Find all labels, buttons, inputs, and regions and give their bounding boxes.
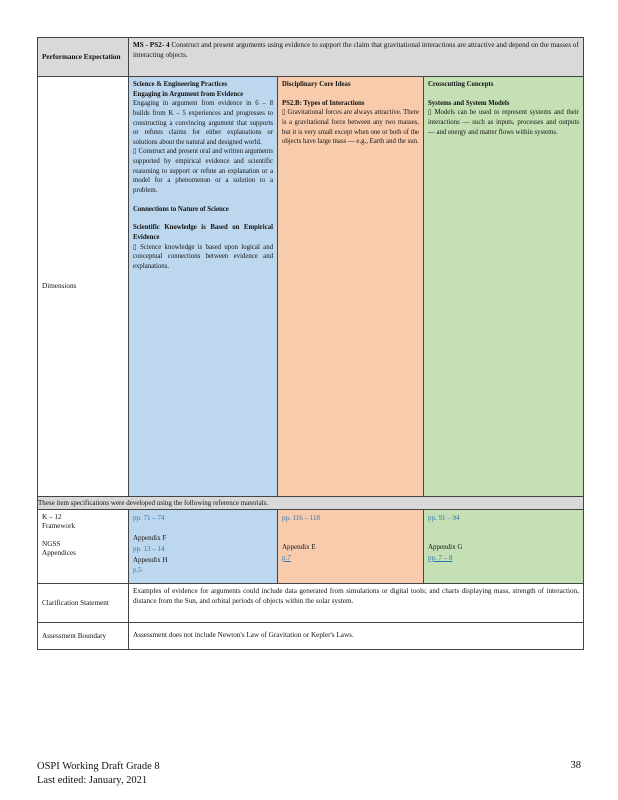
dci-framework-pages: pp. 116 – 118 <box>282 514 320 522</box>
clarification-row <box>38 584 583 623</box>
dimensions-label: Dimensions <box>38 77 129 496</box>
sep-body: Engaging in argument from evidence in 6 – 8 builds from K – 5 experiences and progresses to constructing a convincing argument that supports or refutes claims for either explanations or solutions about the natural and designed world. <box>133 100 273 146</box>
sep-column <box>129 77 278 496</box>
framework-label: K – 12 Framework <box>42 513 76 530</box>
assessment-row <box>38 623 583 649</box>
sep-references <box>129 510 278 583</box>
sep-appendix-h: Appendix H <box>133 555 168 564</box>
sep-bullet: ▯ Construct and present oral and written arguments supported by empirical evidence and scientific reasoning to support or refute an explanation or a model for a phenomenon or a solution to a problem. <box>133 148 273 195</box>
dci-column <box>278 77 424 496</box>
sep-title: Science & Engineering Practices <box>133 81 228 88</box>
assessment-text: Assessment does not include Newton's Law of Gravitation or Kepler's Laws. <box>133 631 354 640</box>
pe-text: Construct and present arguments using evidence to support the claim that gravitational interactions are attractive and depend on the masses of interacting objects. <box>133 41 579 59</box>
footer <box>37 760 160 787</box>
clarification-text: Examples of evidence for arguments could include data generated from simulations or digital tools; and charts displaying mass, strength of interaction, distance from the Sun, and orbital periods of objects within the solar system. <box>133 587 579 605</box>
spec-table <box>37 37 584 650</box>
sep-framework-pages: pp. 71 – 74 <box>133 514 165 522</box>
cc-appendix-g-pages: pp. 7 – 8 <box>428 553 453 562</box>
sep-appendix-f: Appendix F <box>133 533 167 542</box>
sep-subtitle: Engaging in Argument from Evidence <box>133 90 244 98</box>
performance-expectation-label: Performance Expectation <box>38 38 129 76</box>
dci-title: Disciplinary Core Ideas <box>282 81 351 88</box>
cc-bullet: ▯ Models can be used to represent systems and their interactions — such as inputs, processes and outputs — and energy and matter flows within systems. <box>428 109 579 136</box>
cc-title: Crosscutting Concepts <box>428 81 494 88</box>
cc-framework-pages: pp. 91 – 94 <box>428 514 460 522</box>
dci-appendix-e-pages: p.7 <box>282 553 291 562</box>
references-row <box>38 510 583 584</box>
cc-appendix-g: Appendix G <box>428 542 463 551</box>
clarification-label: Clarification Statement <box>38 584 129 622</box>
dci-subtitle: PS2.B: Types of Interactions <box>282 99 365 107</box>
page-number: 38 <box>570 760 581 771</box>
cc-subtitle: Systems and System Models <box>428 99 510 107</box>
sk-bullet: ▯ Science knowledge is based upon logical and conceptual connections between evidence and explanations. <box>133 243 273 270</box>
ngss-appendices-label: NGSS Appendices <box>42 540 76 557</box>
dci-bullet: ▯ Gravitational forces are always attractive. There is a gravitational force between any two masses, but it is very small except when one or both of the objects have large mass — e.g., Earth and the sun. <box>282 109 419 146</box>
nos-title: Connections to Nature of Science <box>133 205 229 213</box>
footer-draft: OSPI Working Draft Grade 8 <box>37 761 160 772</box>
footer-edited: Last edited: January, 2021 <box>37 774 148 786</box>
performance-expectation-cell <box>129 38 583 76</box>
sep-appendix-f-pages: pp. 13 – 14 <box>133 544 165 553</box>
performance-expectation-row <box>38 38 583 77</box>
reference-note: These item specifications were developed using the following reference materials. <box>38 497 583 510</box>
assessment-label: Assessment Boundary <box>38 623 129 649</box>
dci-appendix-e: Appendix E <box>282 542 316 551</box>
references-labels <box>38 510 129 583</box>
dimensions-row <box>38 77 583 497</box>
sk-title: Scientific Knowledge is Based on Empirical Evidence <box>133 224 273 241</box>
sep-appendix-h-pages: p.5 <box>133 566 142 575</box>
cc-column <box>424 77 583 496</box>
cc-references <box>424 510 583 583</box>
dci-references <box>278 510 424 583</box>
pe-code: MS - PS2- 4 <box>133 41 170 49</box>
